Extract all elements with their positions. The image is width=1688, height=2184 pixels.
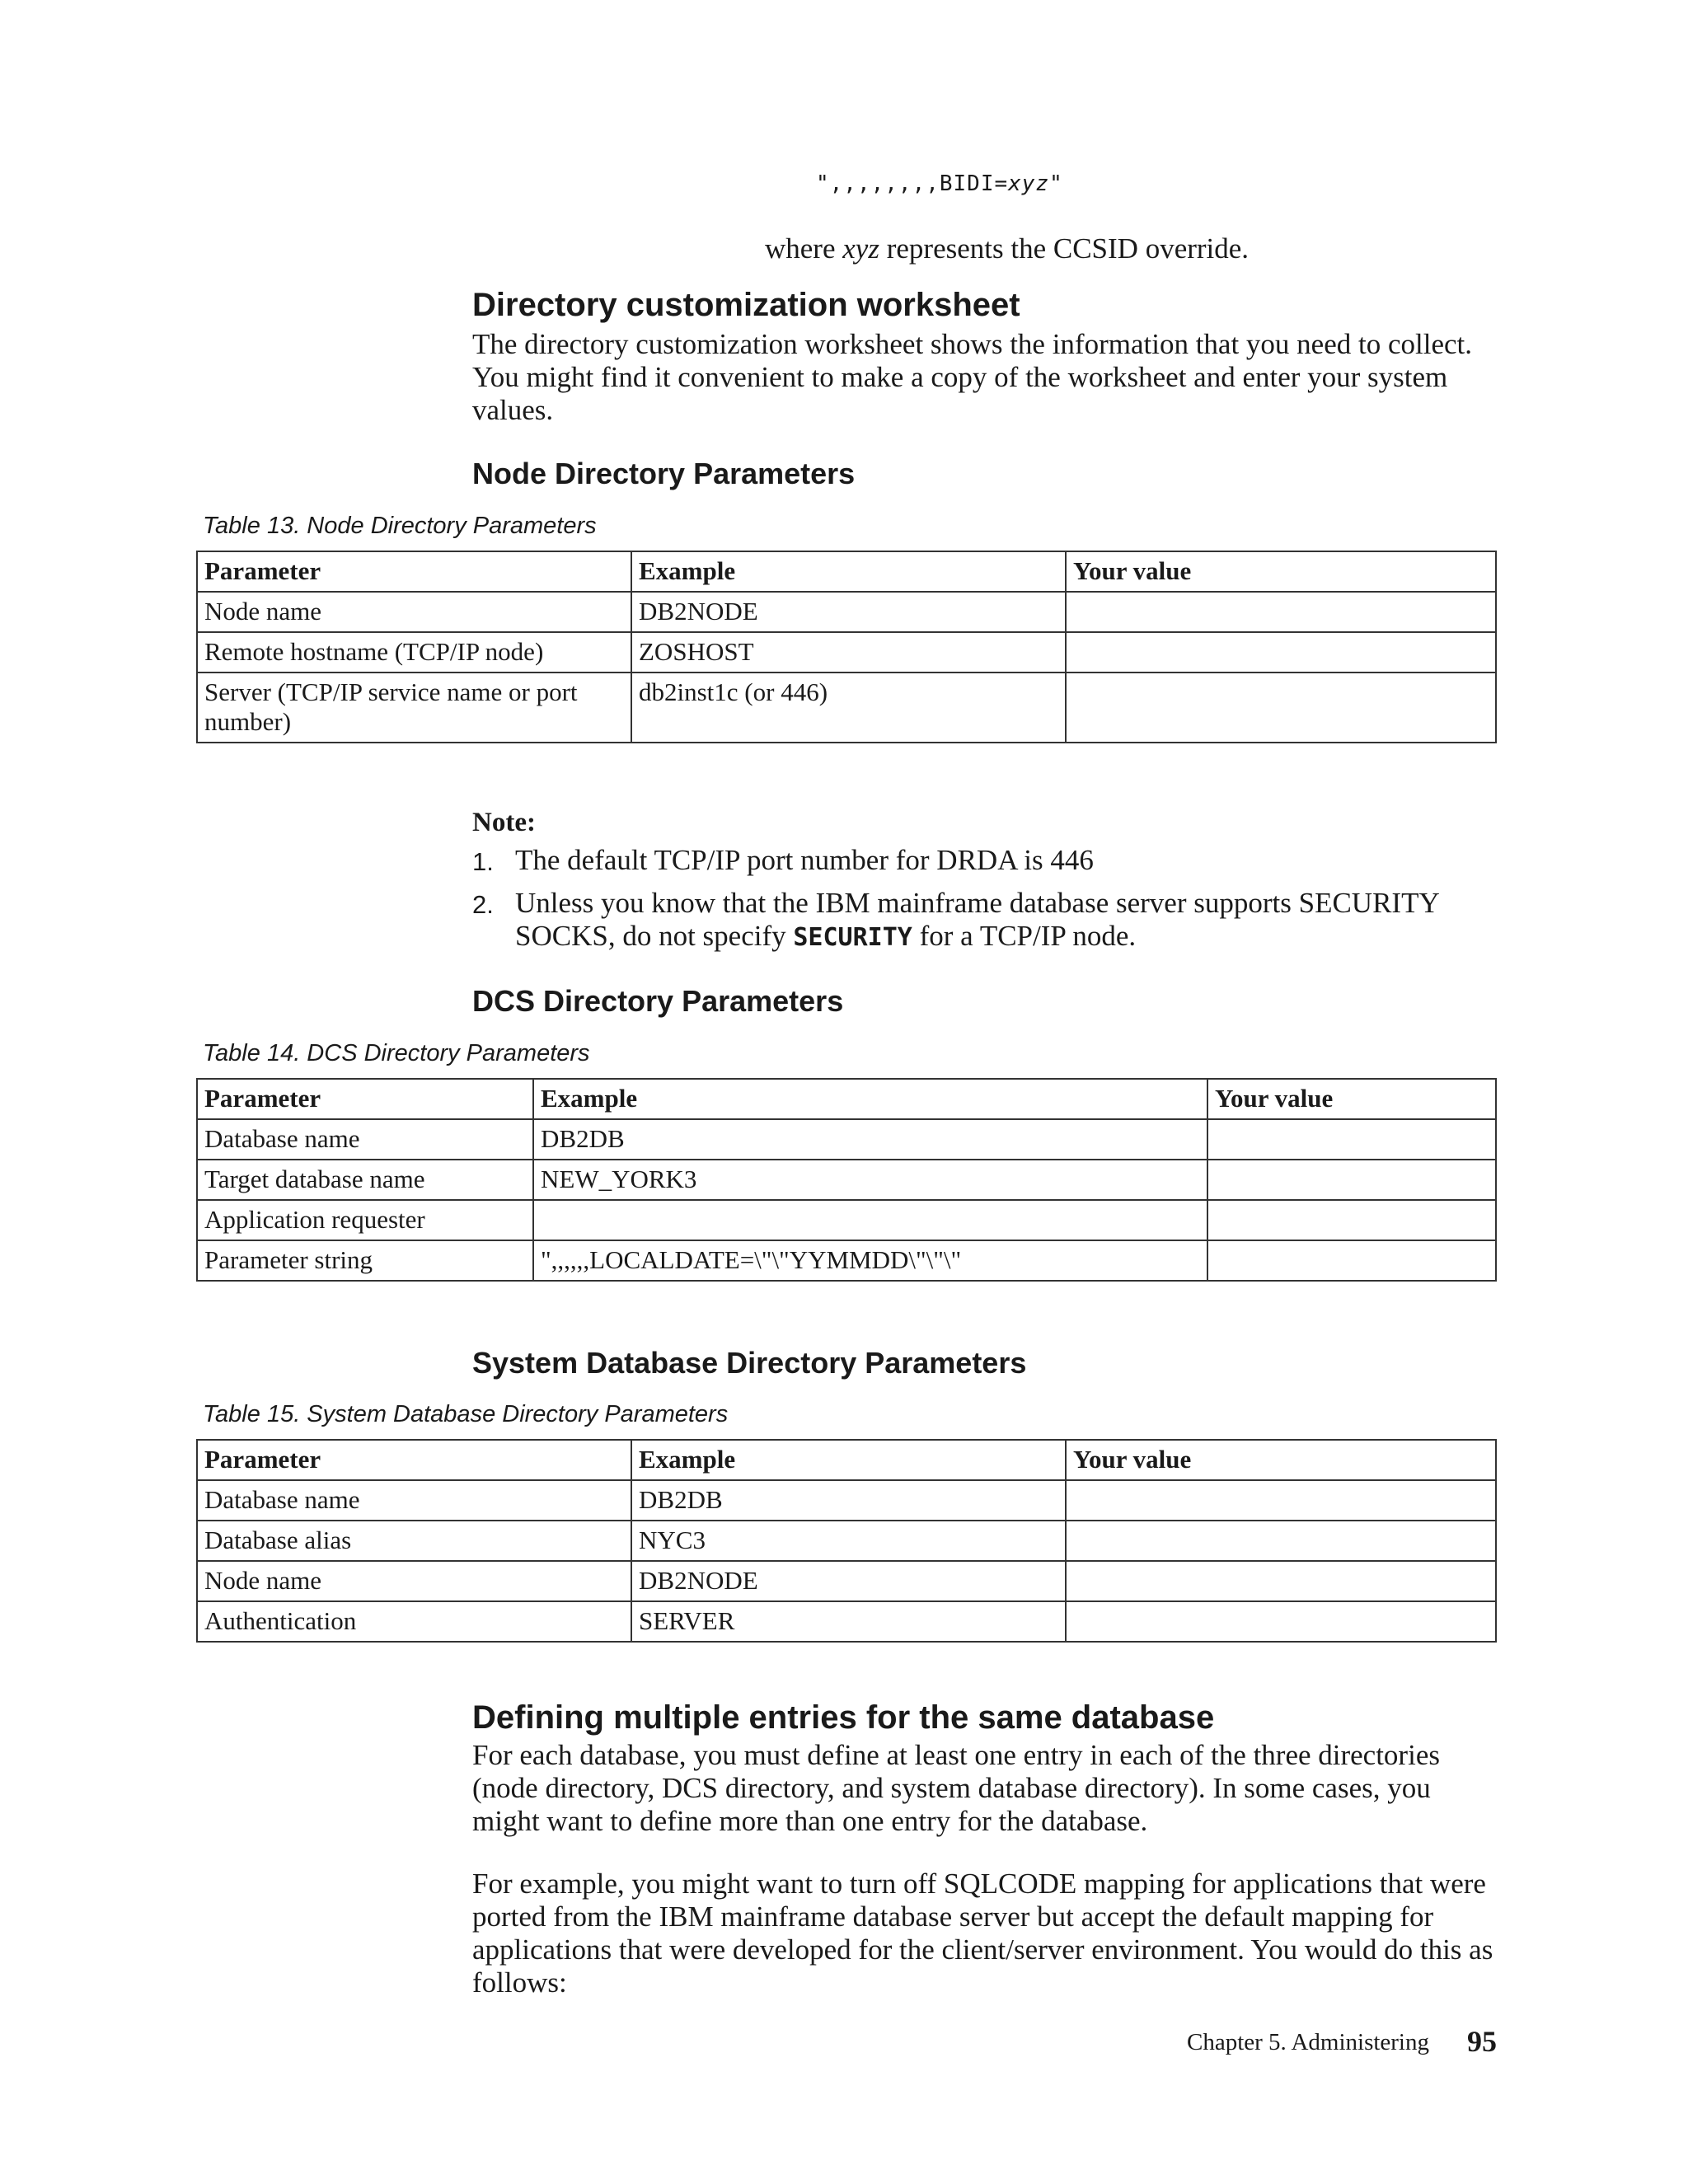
code-prefix: ",,,,,,,,BIDI= [816, 171, 1009, 196]
header-example: Example [631, 1440, 1066, 1480]
cell-your-value[interactable] [1066, 673, 1496, 743]
header-example: Example [631, 551, 1066, 592]
note-text-after: for a TCP/IP node. [912, 920, 1137, 952]
code-suffix: " [1049, 171, 1063, 196]
cell-your-value[interactable] [1066, 592, 1496, 632]
cell-your-value[interactable] [1066, 1480, 1496, 1521]
page-number: 95 [1467, 2025, 1497, 2058]
cell-parameter: Database alias [197, 1521, 631, 1561]
header-parameter: Parameter [197, 551, 631, 592]
table-row [197, 1240, 1496, 1281]
cell-example: NYC3 [631, 1521, 1066, 1561]
where-variable: xyz [842, 232, 879, 265]
where-prefix: where [765, 232, 843, 265]
node-table [196, 551, 1497, 743]
cell-your-value[interactable] [1066, 1521, 1496, 1561]
table-row [197, 1200, 1496, 1240]
header-parameter: Parameter [197, 1440, 631, 1480]
cell-example: DB2DB [631, 1480, 1066, 1521]
multi-para-1: For each database, you must define at least one entry in each of the three directories (node directory, DCS directory, and system database directory). In some cases, you might want to define more than one entry for the database. [472, 1739, 1440, 1837]
header-your-value: Your value [1207, 1079, 1496, 1119]
cell-parameter: Database name [197, 1480, 631, 1521]
cell-example: SERVER [631, 1601, 1066, 1642]
note-text: The default TCP/IP port number for DRDA is 446 [515, 844, 1094, 876]
table-header-row [197, 551, 1496, 592]
dcs-table-caption: Table 14. DCS Directory Parameters [203, 1040, 590, 1066]
sysdb-heading: System Database Directory Parameters [472, 1346, 1027, 1380]
cell-parameter: Server (TCP/IP service name or port number) [197, 673, 631, 743]
sysdb-table-caption: Table 15. System Database Directory Parameters [203, 1401, 729, 1427]
dcs-table [196, 1078, 1497, 1282]
cell-your-value[interactable] [1207, 1200, 1496, 1240]
footer-chapter: Chapter 5. Administering [1187, 2029, 1429, 2055]
code-example-line [816, 171, 1063, 196]
dcs-heading: DCS Directory Parameters [472, 984, 844, 1018]
where-explanation [765, 232, 1249, 265]
node-table-caption: Table 13. Node Directory Parameters [203, 513, 597, 539]
table-header-row [197, 1079, 1496, 1119]
note-text [515, 887, 1494, 954]
table-row [197, 1521, 1496, 1561]
worksheet-intro: The directory customization worksheet shows the information that you need to collect. You might find it convenient to make a copy of the worksheet and enter your system values. [472, 328, 1473, 426]
header-parameter: Parameter [197, 1079, 533, 1119]
cell-example: DB2DB [533, 1119, 1207, 1160]
cell-example [533, 1200, 1207, 1240]
cell-example: ZOSHOST [631, 632, 1066, 673]
cell-example: ",,,,,,LOCALDATE=\"\"YYMMDD\"\"\" [533, 1240, 1207, 1281]
header-your-value: Your value [1066, 1440, 1496, 1480]
note-text-before: Unless you know that the IBM mainframe database server supports SECURITY SOCKS, do not specify [515, 887, 1439, 952]
code-variable: xyz [1008, 171, 1050, 196]
table-row [197, 673, 1496, 743]
table-row [197, 1480, 1496, 1521]
cell-example: NEW_YORK3 [533, 1160, 1207, 1200]
multi-heading: Defining multiple entries for the same database [472, 1699, 1215, 1736]
note-number: 1. [472, 847, 494, 876]
cell-your-value[interactable] [1207, 1160, 1496, 1200]
sysdb-table [196, 1439, 1497, 1643]
table-row [197, 1561, 1496, 1601]
cell-parameter: Node name [197, 1561, 631, 1601]
cell-example: db2inst1c (or 446) [631, 673, 1066, 743]
cell-parameter: Parameter string [197, 1240, 533, 1281]
node-heading: Node Directory Parameters [472, 457, 856, 490]
note-list [472, 844, 1494, 963]
cell-your-value[interactable] [1207, 1119, 1496, 1160]
where-suffix: represents the CCSID override. [879, 232, 1250, 265]
note-item [472, 887, 1494, 954]
table-row [197, 1601, 1496, 1642]
cell-example: DB2NODE [631, 592, 1066, 632]
cell-your-value[interactable] [1066, 1561, 1496, 1601]
table-header-row [197, 1440, 1496, 1480]
note-number: 2. [472, 890, 494, 919]
security-keyword: SECURITY [793, 923, 912, 952]
cell-parameter: Database name [197, 1119, 533, 1160]
cell-your-value[interactable] [1066, 1601, 1496, 1642]
cell-parameter: Authentication [197, 1601, 631, 1642]
table-row [197, 1119, 1496, 1160]
cell-your-value[interactable] [1066, 632, 1496, 673]
table-row [197, 632, 1496, 673]
cell-parameter: Node name [197, 592, 631, 632]
cell-your-value[interactable] [1207, 1240, 1496, 1281]
header-your-value: Your value [1066, 551, 1496, 592]
cell-parameter: Application requester [197, 1200, 533, 1240]
note-item [472, 844, 1494, 879]
multi-para-2: For example, you might want to turn off SQLCODE mapping for applications that were ported from the IBM mainframe database server but accept the default mapping for applications that were developed for the client/server environment. You would do this as follows: [472, 1868, 1493, 1999]
table-row [197, 1160, 1496, 1200]
cell-parameter: Remote hostname (TCP/IP node) [197, 632, 631, 673]
header-example: Example [533, 1079, 1207, 1119]
cell-example: DB2NODE [631, 1561, 1066, 1601]
cell-parameter: Target database name [197, 1160, 533, 1200]
note-label: Note: [472, 808, 536, 837]
worksheet-heading: Directory customization worksheet [472, 287, 1020, 323]
table-row [197, 592, 1496, 632]
